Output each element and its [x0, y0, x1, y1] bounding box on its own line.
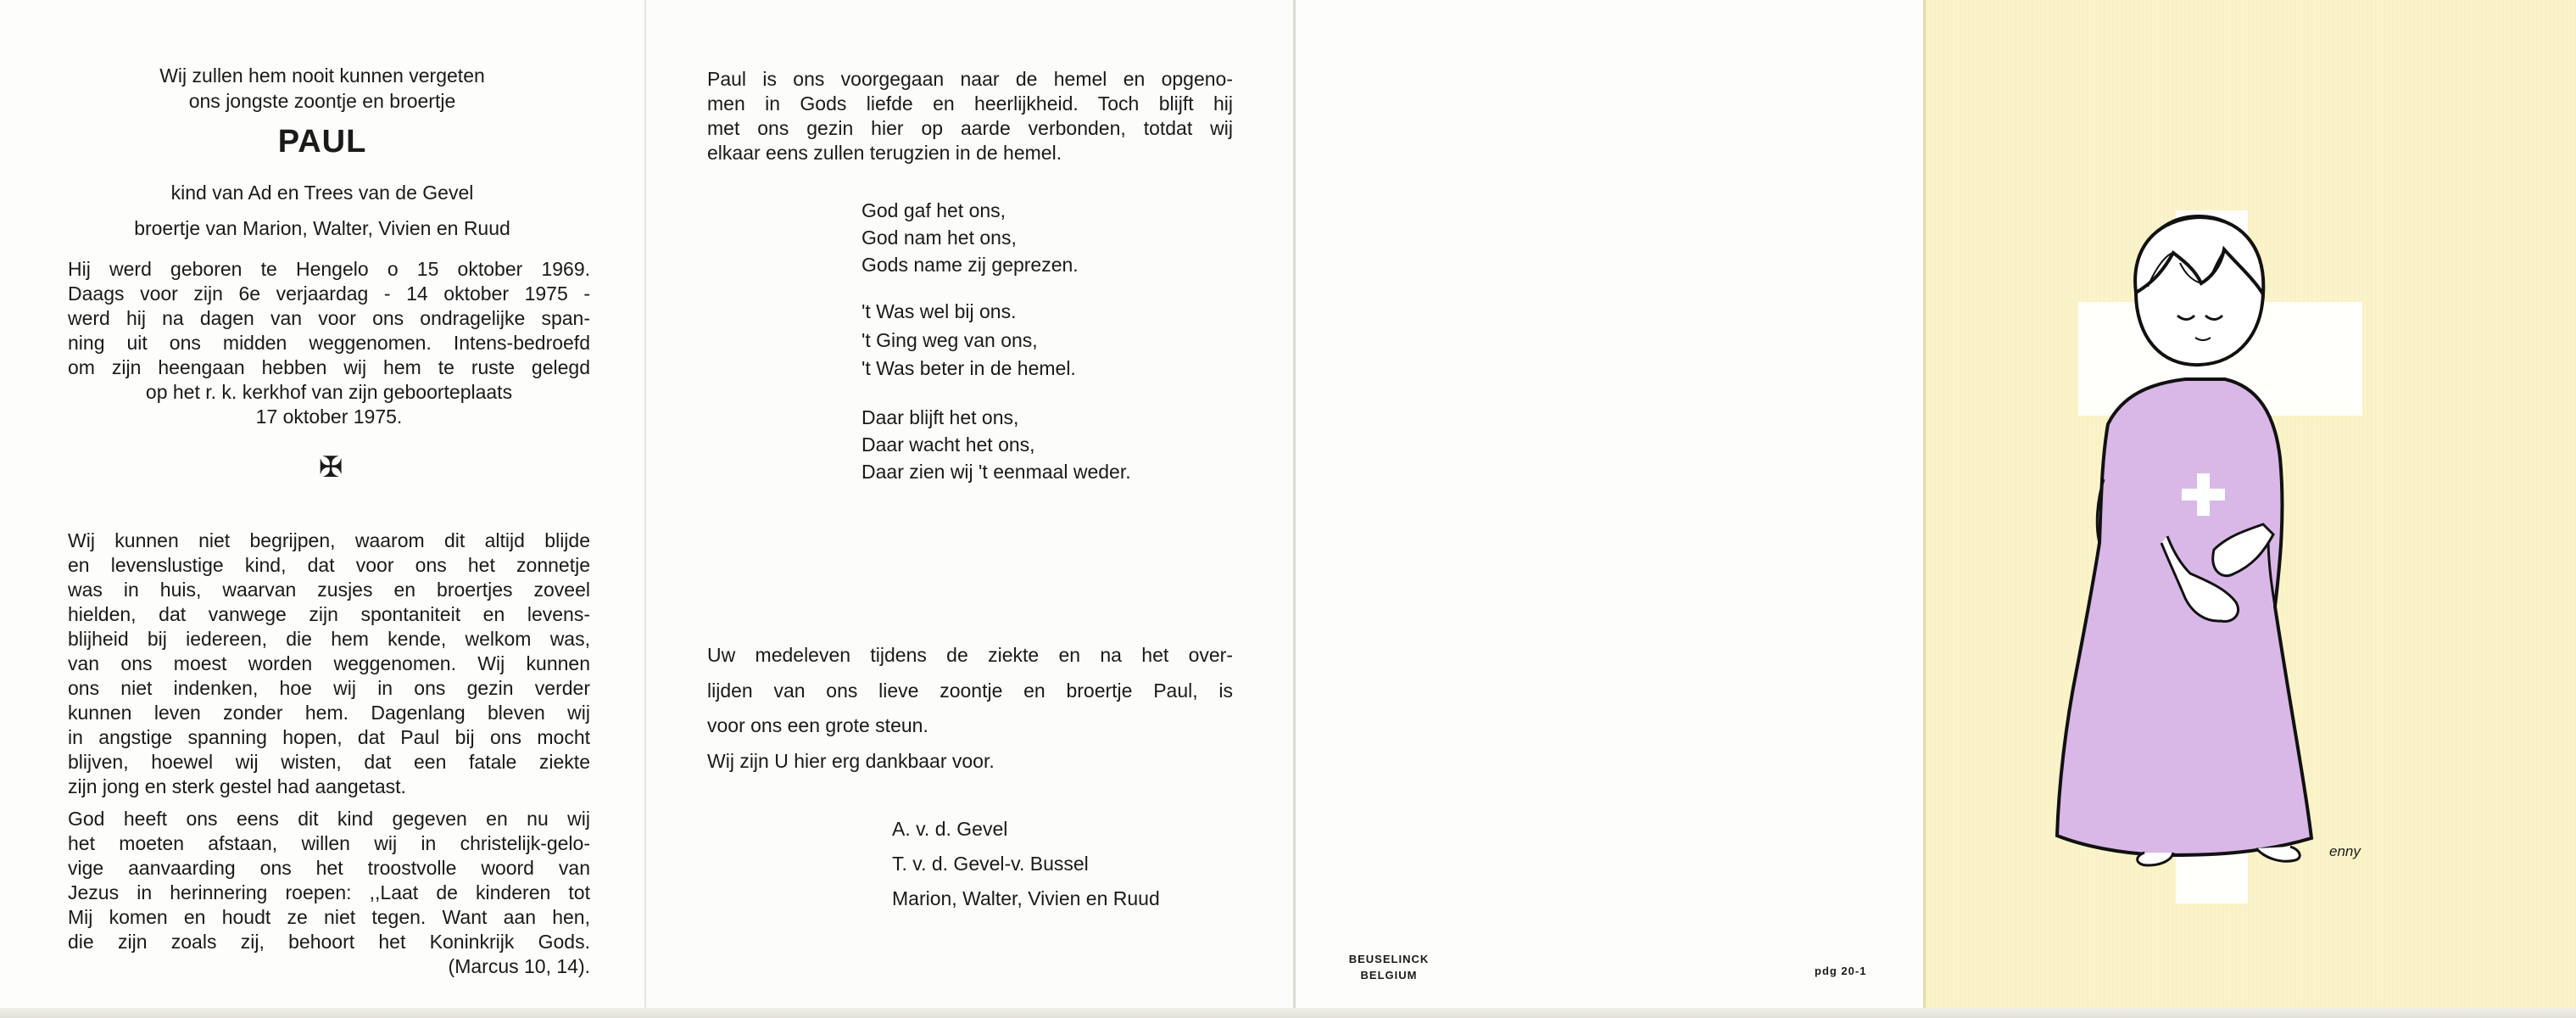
robe-shape	[2057, 379, 2311, 855]
text-line: in angstige spanning hopen, dat Paul bij ons mocht	[68, 726, 590, 748]
text-line: lijden van ons lieve zoontje en broertje Paul, is	[707, 680, 1233, 702]
text-line: met ons gezin hier op aarde verbonden, totdat wij	[707, 117, 1233, 139]
poem-line: God gaf het ons,	[861, 199, 1006, 221]
heading-line-2: ons jongste zoontje en broertje	[188, 90, 456, 112]
text-line: Paul is ons voorgegaan naar de hemel en opgeno-	[707, 68, 1233, 90]
printer-name: BEUSELINCK	[1348, 953, 1430, 965]
signature-line: A. v. d. Gevel	[892, 818, 1008, 840]
bible-citation: (Marcus 10, 14).	[448, 955, 590, 977]
cross-icon: ✠	[318, 451, 343, 484]
signature-line: Marion, Walter, Vivien en Ruud	[892, 887, 1160, 909]
text-line: Wij zijn U hier erg dankbaar voor.	[707, 750, 995, 772]
bio-line: werd hij na dagen van voor ons ondragelijke span-	[68, 307, 590, 329]
bio-line: op het r. k. kerkhof van zijn geboorteplaats	[145, 381, 513, 403]
siblings-line: broertje van Marion, Walter, Vivien en Ruud	[134, 217, 510, 239]
deceased-name: PAUL	[277, 124, 367, 159]
poem-line: Gods name zij geprezen.	[861, 254, 1079, 276]
heading-line-1: Wij zullen hem nooit kunnen vergeten	[159, 64, 485, 87]
text-line: elkaar eens zullen terugzien in de hemel.	[707, 142, 1062, 164]
text-line: ons niet indenken, hoe wij in ons gezin verder	[68, 677, 590, 699]
text-line: en levenslustige kind, dat voor ons het zonnetje	[68, 554, 590, 576]
printer-country: BELGIUM	[1360, 969, 1418, 982]
text-line: die zijn zoals zij, behoort het Koninkrijk Gods.	[68, 931, 590, 953]
text-line: Mij komen en houdt ze niet tegen. Want aan hen,	[68, 906, 590, 928]
text-line: hielden, dat vanwege zijn spontaniteit en levens-	[68, 603, 590, 625]
bio-line: 17 oktober 1975.	[255, 406, 403, 428]
card-panel-middle	[644, 0, 1293, 1018]
text-line: Uw medeleven tijdens de ziekte en na het over-	[707, 644, 1233, 666]
text-line: van ons moest worden weggenomen. Wij kunnen	[68, 652, 590, 674]
print-code: pdg 20-1	[1815, 965, 1867, 977]
text-line: voor ons een grote steun.	[707, 714, 928, 736]
card-bottom-edge	[0, 1008, 2576, 1018]
bio-line: Hij werd geboren te Hengelo o 15 oktober 1969.	[68, 258, 590, 280]
text-line: het moeten afstaan, willen wij in christelijk-gelo-	[68, 832, 590, 854]
artist-signature: enny	[2329, 843, 2361, 859]
poem-line: Daar blijft het ons,	[861, 406, 1019, 428]
card-panel-front	[1923, 0, 2576, 1018]
text-line: vige aanvaarding ons het troostvolle woord van	[68, 857, 590, 879]
poem-line: 't Was wel bij ons.	[861, 300, 1017, 322]
poem-line: 't Ging weg van ons,	[861, 329, 1038, 351]
text-line: kunnen leven zonder hem. Dagenlang bleven wij	[68, 702, 590, 724]
signature-line: T. v. d. Gevel-v. Bussel	[892, 853, 1089, 875]
child-illustration	[1926, 0, 2576, 1018]
bio-line: ning uit ons midden weggenomen. Intens-bedroefd	[68, 332, 590, 354]
poem-line: Daar wacht het ons,	[861, 433, 1035, 456]
poem-line: Daar zien wij 't eenmaal weder.	[861, 461, 1131, 483]
text-line: men in Gods liefde en heerlijkheid. Toch blijft hij	[707, 92, 1233, 115]
text-line: Jezus in herinnering roepen: ,,Laat de kinderen tot	[68, 881, 590, 903]
parents-line: kind van Ad en Trees van de Gevel	[170, 182, 474, 204]
card-panel-back	[1293, 0, 1923, 1018]
card-panel-left	[0, 0, 644, 1018]
text-line: Wij kunnen niet begrijpen, waarom dit altijd blijde	[68, 529, 590, 551]
poem-line: 't Was beter in de hemel.	[861, 357, 1076, 379]
poem-line: God nam het ons,	[861, 227, 1017, 249]
text-line: was in huis, waarvan zusjes en broertjes zoveel	[68, 579, 590, 601]
text-line: God heeft ons eens dit kind gegeven en nu wij	[68, 808, 590, 830]
text-line: zijn jong en sterk gestel had aangetast.	[68, 775, 406, 797]
bio-line: Daags voor zijn 6e verjaardag - 14 oktober 1975 -	[68, 282, 590, 305]
text-line: blijven, hoewel wij wisten, dat een fatale ziekte	[68, 751, 590, 773]
text-line: blijheid bij iedereen, die hem kende, welkom was,	[68, 628, 590, 650]
bio-line: om zijn heengaan hebben wij hem te ruste gelegd	[68, 356, 590, 378]
